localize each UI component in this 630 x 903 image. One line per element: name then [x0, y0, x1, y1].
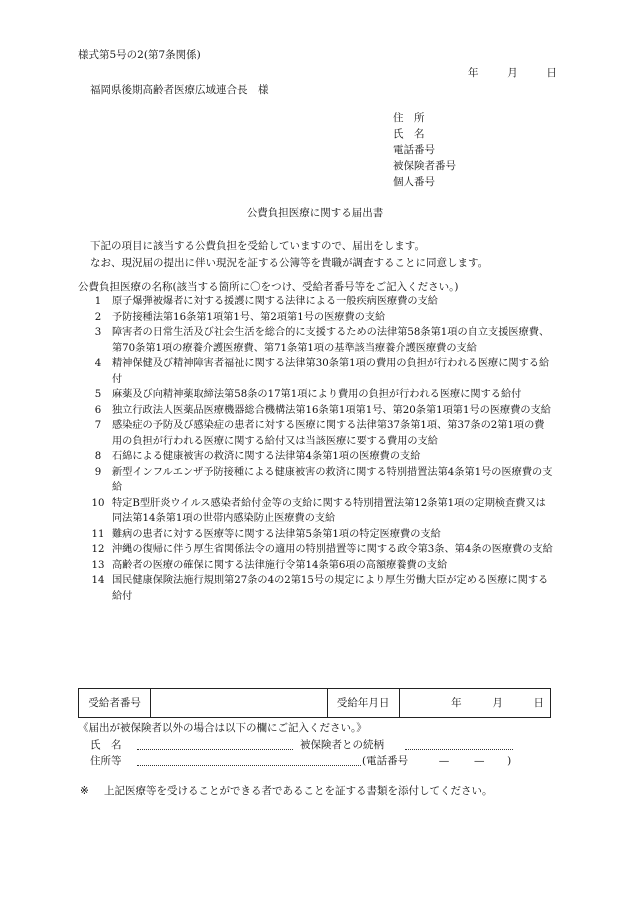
item-text: 原子爆弾被爆者に対する援護に関する法律による一般疾病医療費の支給 [112, 296, 438, 307]
proxy-phone [362, 754, 511, 768]
list-item[interactable] [84, 310, 554, 326]
list-item[interactable] [84, 558, 554, 574]
recipient-table [78, 688, 551, 718]
date-year-label: 年 [468, 67, 479, 79]
item-number: 8 [94, 451, 102, 462]
footnote-text: 上記医療等を受けることができる者であることを証する書類を添付してください。 [104, 785, 493, 797]
date-month-label: 月 [507, 67, 518, 79]
item-text: 高齢者の医療の確保に関する法律施行令第14条第6項の高額療養費の支給 [112, 559, 448, 571]
receive-year-label: 年 [451, 696, 462, 709]
recipient-no-label: 受給者番号 [79, 689, 151, 718]
benefit-list [84, 294, 554, 604]
item-number: 14 [91, 575, 105, 586]
proxy-phone-sep-1: — [438, 755, 450, 767]
proxy-address-field[interactable] [137, 754, 361, 766]
list-item[interactable] [84, 573, 554, 604]
applicant-personal-no-label: 個人番号 [393, 176, 435, 188]
date-day-label: 日 [546, 67, 557, 79]
intro-line-2: なお、現況届の提出に伴い現況を証する公簿等を貴職が調査することに同意します。 [90, 257, 489, 269]
form-code: 様式第5号の2(第7条関係) [78, 49, 201, 61]
proxy-phone-sep-2: — [473, 755, 485, 767]
list-item[interactable] [84, 356, 554, 387]
list-item[interactable] [84, 325, 554, 356]
recipient-no-field[interactable] [151, 689, 327, 718]
applicant-insured-no-label: 被保険者番号 [393, 160, 456, 172]
proxy-relation-label: 被保険者との続柄 [300, 739, 384, 751]
item-text: 障害者の日常生活及び社会生活を総合的に支援するための法律第58条第1項の自立支援医療費、第70条第1項の療養介護医療費、第71条第1項の基準該当療養介護医療費の支給 [112, 327, 550, 354]
proxy-relation-field[interactable] [405, 738, 513, 750]
receive-date-label: 受給年月日 [327, 689, 399, 718]
applicant-name-label: 氏 名 [393, 128, 425, 140]
list-item[interactable] [84, 294, 554, 310]
proxy-address-label: 住所等 [90, 755, 122, 767]
item-number: 4 [94, 358, 102, 369]
footnote-mark: ※ [80, 785, 89, 797]
submission-date [468, 66, 557, 80]
item-number: 11 [91, 528, 105, 540]
item-text: 石綿による健康被害の救済に関する法律第4条第1項の医療費の支給 [112, 451, 421, 462]
list-item[interactable] [84, 527, 554, 543]
proxy-phone-open: (電話番号 [362, 755, 409, 767]
item-number: 1 [94, 296, 102, 307]
non-insured-note: 《届出が被保険者以外の場合は以下の欄にご記入ください。》 [78, 722, 367, 734]
document-title: 公費負担医療に関する届出書 [246, 207, 384, 219]
item-text: 精神保健及び精神障害者福祉に関する法律第30条第1項の費用の負担が行われる医療に関する給付 [112, 358, 550, 385]
item-number: 5 [94, 389, 102, 400]
item-text: 予防接種法第16条第1項第1号、第2項第1号の医療費の支給 [112, 311, 386, 323]
list-item[interactable] [84, 403, 554, 419]
item-text: 沖縄の復帰に伴う厚生省関係法令の適用の特別措置等に関する政令第3条、第4条の医療費の支給 [112, 544, 553, 555]
list-item[interactable] [84, 418, 554, 449]
addressee: 福岡県後期高齢者医療広域連合長 様 [90, 84, 269, 96]
list-item[interactable] [84, 542, 554, 558]
proxy-name-field[interactable] [137, 738, 293, 750]
item-number: 9 [94, 466, 102, 478]
list-item[interactable] [84, 449, 554, 465]
list-item[interactable] [84, 496, 554, 527]
item-number: 12 [91, 544, 105, 555]
item-number: 2 [94, 311, 102, 323]
item-text: 国民健康保険法施行規則第27条の4の2第15号の規定により厚生労働大臣が定める医療に関する給付 [112, 575, 549, 602]
receive-date-field[interactable] [399, 689, 550, 718]
item-text: 新型インフルエンザ予防接種による健康被害の救済に関する特別措置法第4条第1号の医療費の支給 [112, 466, 553, 493]
item-number: 13 [91, 559, 105, 571]
applicant-address-label: 住 所 [393, 112, 425, 124]
applicant-block [393, 110, 456, 190]
proxy-name-label: 氏 名 [90, 739, 122, 751]
item-text: 独立行政法人医薬品医療機器総合機構法第16条第1項第1号、第20条第1項第1号の医療費の支給 [112, 404, 551, 416]
receive-month-label: 月 [492, 696, 503, 709]
item-number: 7 [94, 420, 102, 431]
receive-day-label: 日 [533, 696, 544, 709]
item-text: 特定B型肝炎ウイルス感染者給付金等の支給に関する特別措置法第12条第1項の定期検査費又は同法第14条第1項の世帯内感染防止医療費の支給 [112, 497, 546, 524]
list-item[interactable] [84, 465, 554, 496]
item-number: 6 [94, 404, 102, 416]
list-heading: 公費負担医療の名称(該当する箇所に〇をつけ、受給者番号等をご記入ください。) [78, 281, 459, 293]
item-number: 10 [91, 497, 105, 509]
applicant-phone-label: 電話番号 [393, 144, 435, 156]
item-text: 麻薬及び向精神薬取締法第58条の17第1項により費用の負担が行われる医療に関する給付 [112, 389, 522, 400]
intro-line-1: 下記の項目に該当する公費負担を受給していますので、届出をします。 [90, 240, 425, 252]
list-item[interactable] [84, 387, 554, 403]
item-text: 難病の患者に対する医療等に関する法律第5条第1項の特定医療費の支給 [112, 528, 441, 540]
item-text: 感染症の予防及び感染症の患者に対する医療に関する法律第37条第1項、第37条の2第1項の費用の負担が行われる医療に関する給付又は当該医療に要する費用の支給 [112, 420, 545, 447]
proxy-phone-close: ) [507, 755, 512, 767]
item-number: 3 [94, 327, 102, 338]
